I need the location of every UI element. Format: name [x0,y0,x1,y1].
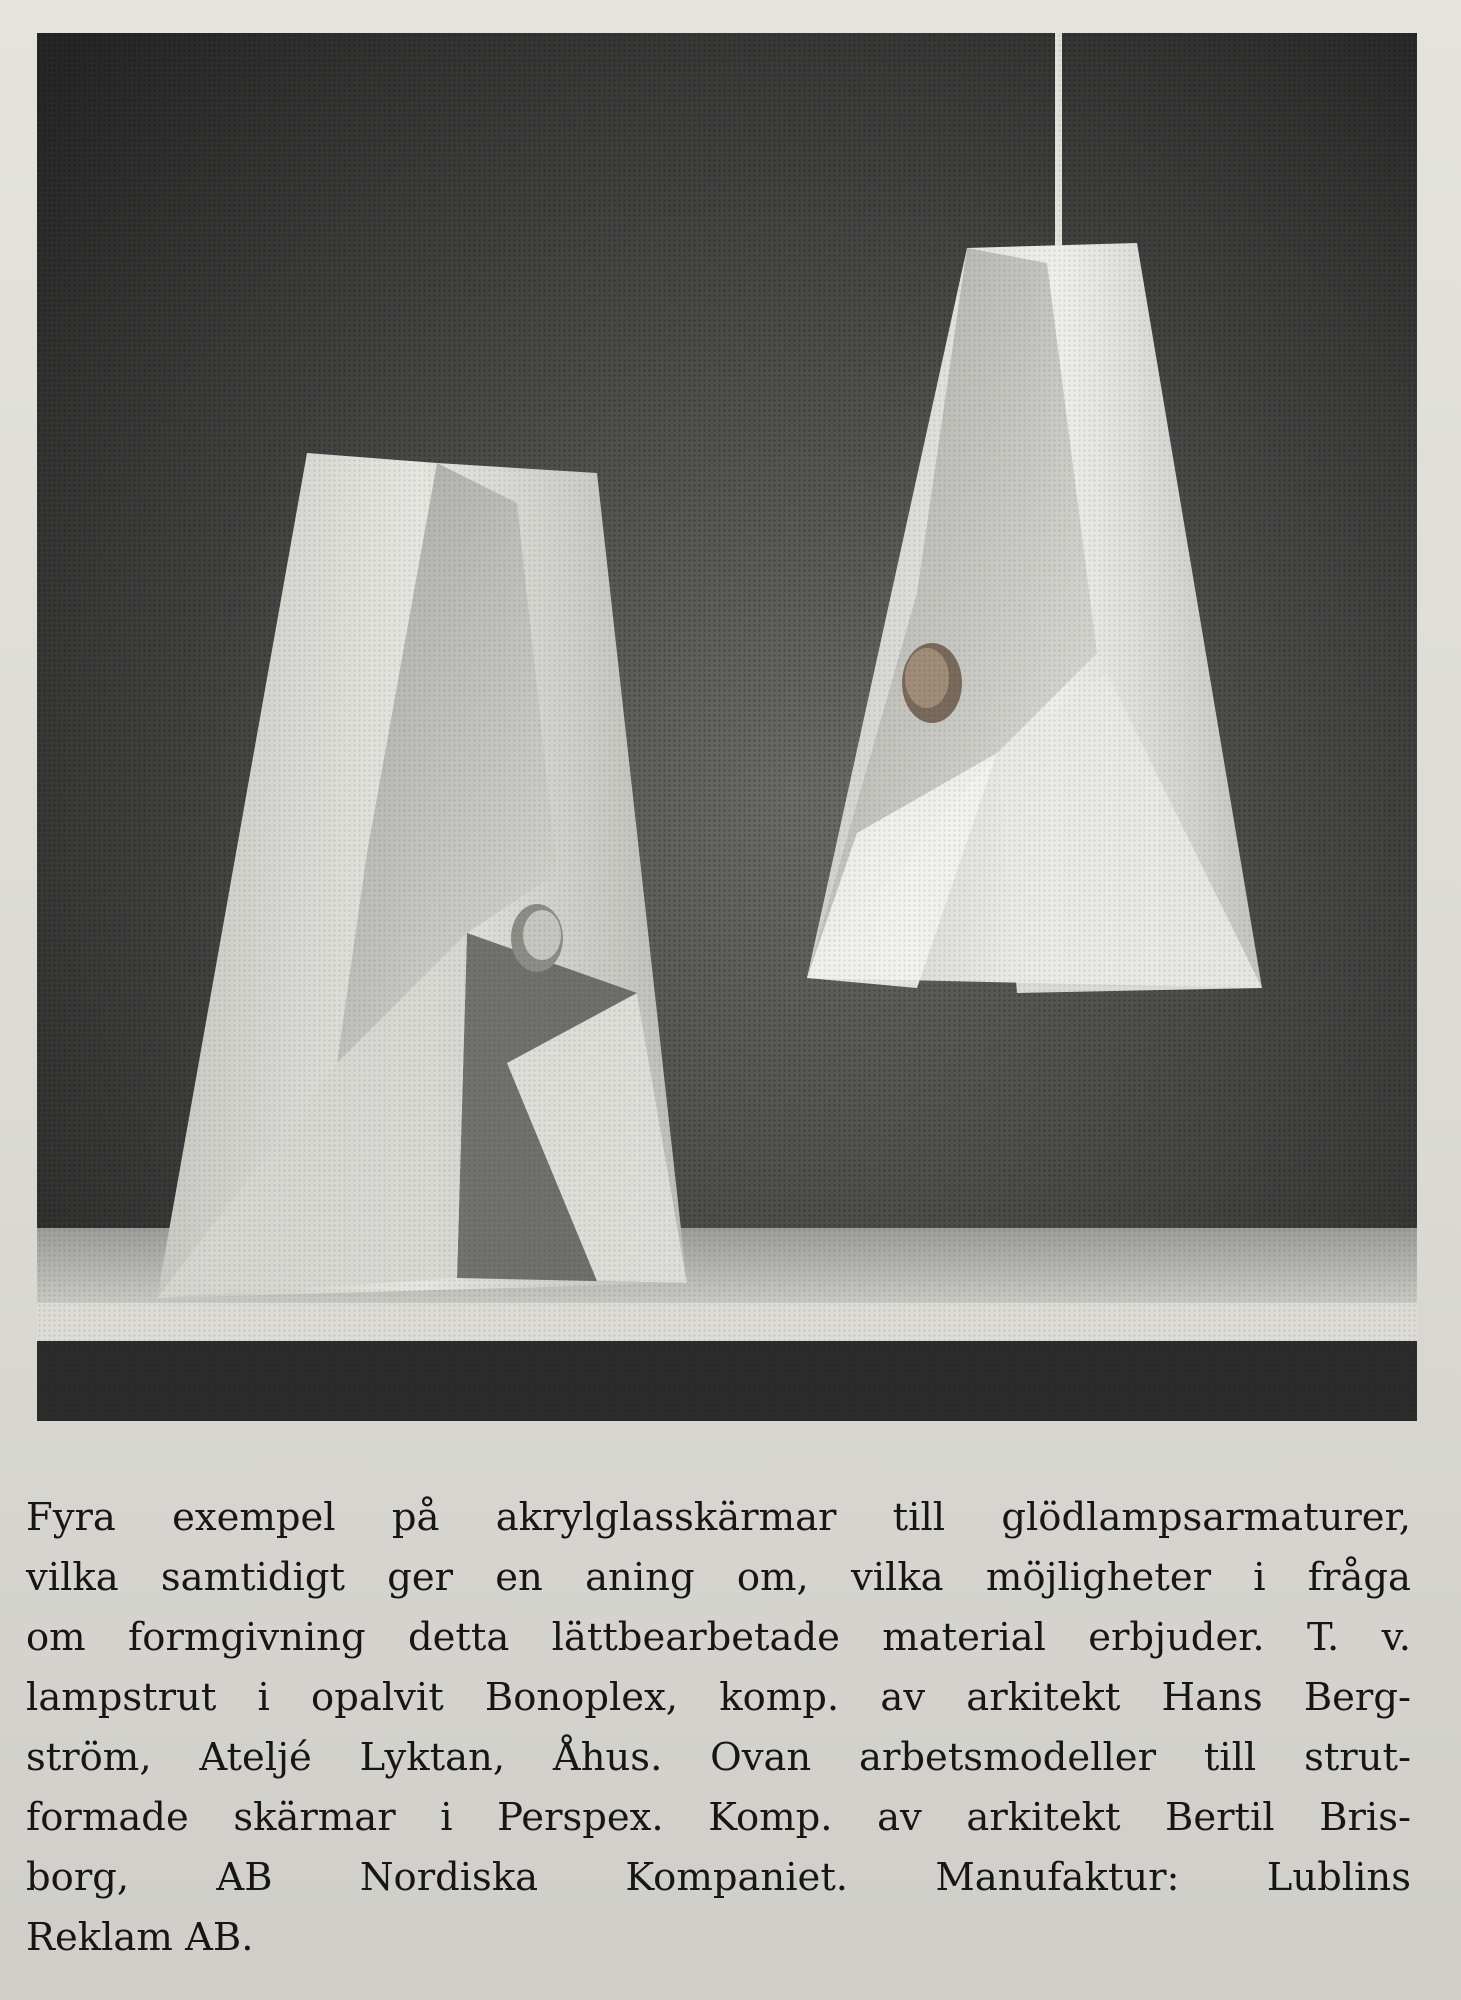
caption-line: lampstrut i opalvit Bonoplex, komp. av arkitekt Hans Berg- [26,1675,1411,1720]
caption-line: formade skärmar i Perspex. Komp. av arkitekt Bertil Bris- [26,1795,1411,1840]
photo-caption [26,1488,1411,1968]
caption-line: vilka samtidigt ger en aning om, vilka möjligheter i fråga [26,1555,1411,1600]
caption-line: om formgivning detta lättbearbetade material erbjuder. T. v. [26,1615,1411,1660]
lamp-photograph [37,33,1417,1421]
caption-line: Fyra exempel på akrylglasskärmar till glödlampsarmaturer, [26,1495,1411,1540]
caption-line: borg, AB Nordiska Kompaniet. Manufaktur: Lublins [26,1855,1411,1900]
caption-line: Reklam AB. [26,1915,254,1960]
caption-line: ström, Ateljé Lyktan, Åhus. Ovan arbetsmodeller till strut- [26,1735,1411,1780]
